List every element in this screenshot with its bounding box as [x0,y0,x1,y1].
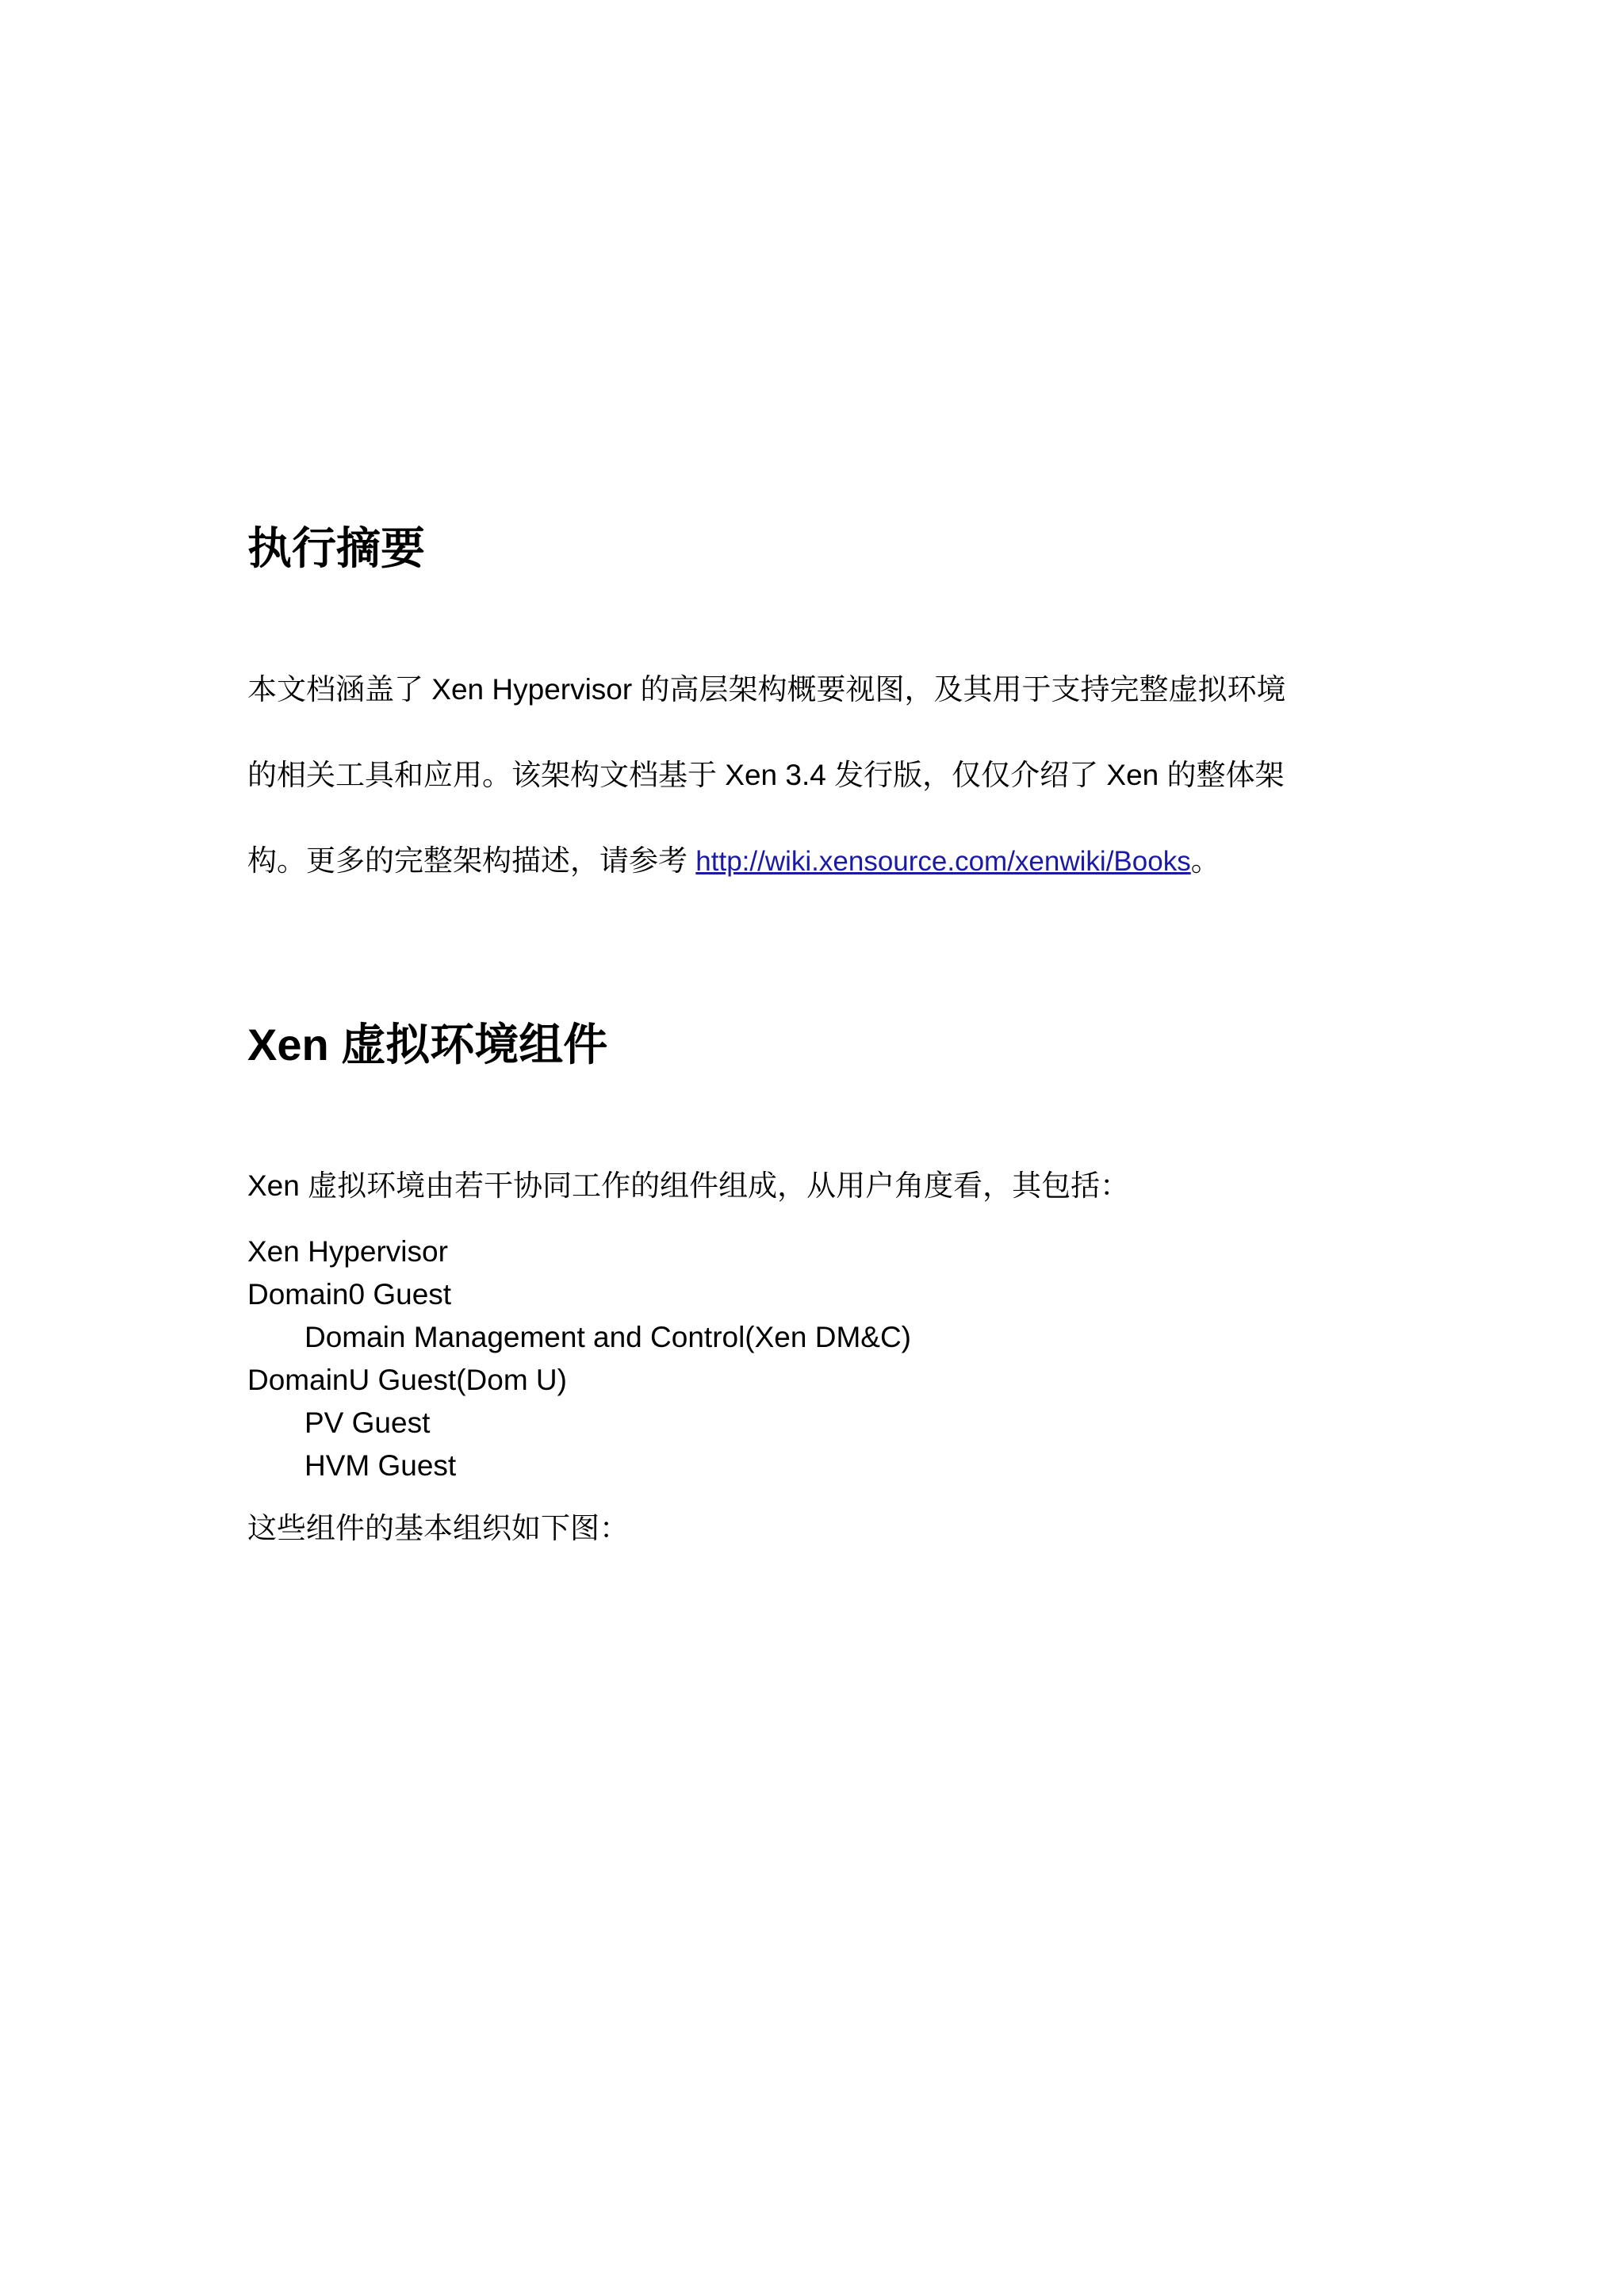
component-domainu-guest: DomainU Guest(Dom U) [247,1364,567,1396]
section-title-xen-components: Xen 虚拟环境组件 [247,1020,608,1070]
component-domain0-guest: Domain0 Guest [247,1278,452,1311]
xenwiki-books-link[interactable]: http://wiki.xensource.com/xenwiki/Books [695,846,1191,877]
component-hvm-guest: HVM Guest [304,1449,457,1482]
summary-line-2: 的相关工具和应用。该架构文档基于 Xen 3.4 发行版，仅仅介绍了 Xen 的整体架 [247,759,1285,791]
section-title-executive-summary: 执行摘要 [247,523,425,573]
components-intro: Xen 虚拟环境由若干协同工作的组件组成，从用户角度看，其包括： [247,1169,1130,1202]
summary-line-3-text: 构。更多的完整架构描述，请参考 [247,844,696,877]
component-domain-management: Domain Management and Control(Xen DM&C) [304,1321,912,1353]
components-closing: 这些组件的基本组织如下图： [247,1512,629,1544]
summary-line-3 [247,844,1220,878]
component-pv-guest: PV Guest [304,1406,431,1439]
components-list [247,1230,911,1487]
summary-line-1: 本文档涵盖了 Xen Hypervisor 的高层架构概要视图，及其用于支持完整虚拟环境 [247,673,1286,706]
component-xen-hypervisor: Xen Hypervisor [247,1235,448,1268]
summary-line-3-end: 。 [1190,844,1220,877]
